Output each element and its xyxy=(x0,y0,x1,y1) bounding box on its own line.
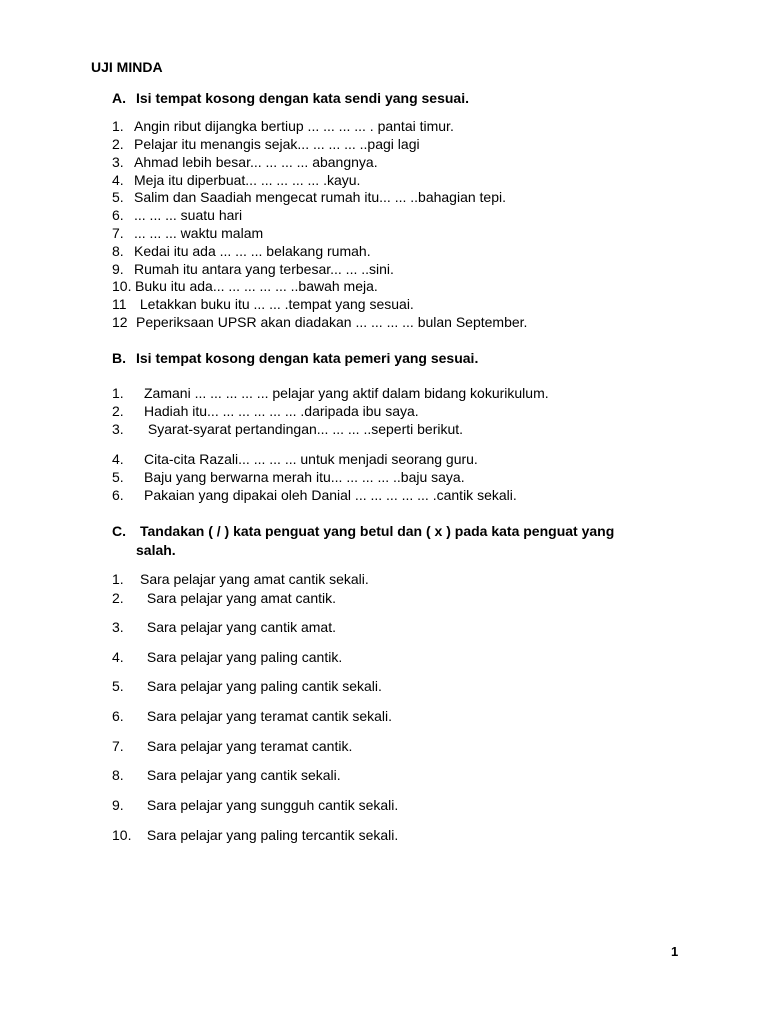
list-item: 4. Cita-cita Razali... ... ... ... untuk menjadi seorang guru. xyxy=(112,451,478,467)
list-item: 2. Hadiah itu... ... ... ... ... ... .daripada ibu saya. xyxy=(112,403,419,419)
list-item: 2. Sara pelajar yang amat cantik. xyxy=(112,590,336,606)
list-item: 3. Sara pelajar yang cantik amat. xyxy=(112,619,336,635)
list-item: 1. Angin ribut dijangka bertiup ... ... ... ... . pantai timur. xyxy=(112,118,454,134)
list-item: 6. Pakaian yang dipakai oleh Danial ... ... ... ... ... .cantik sekali. xyxy=(112,487,517,503)
list-item: 4. Sara pelajar yang paling cantik. xyxy=(112,649,343,665)
list-item: 5. Sara pelajar yang paling cantik sekali. xyxy=(112,678,382,694)
list-item: 6. ... ... ... suatu hari xyxy=(112,207,243,223)
list-item: 7. ... ... ... waktu malam xyxy=(112,225,264,241)
section-c-heading xyxy=(112,522,672,560)
section-c-heading-line2: salah. xyxy=(136,542,176,558)
list-item: 11 Letakkan buku itu ... ... .tempat yang sesuai. xyxy=(112,296,414,312)
page-title: UJI MINDA xyxy=(91,59,163,75)
list-item: 7. Sara pelajar yang teramat cantik. xyxy=(112,738,353,754)
list-item: 10. Buku itu ada... ... ... ... ... ..bawah meja. xyxy=(112,278,378,294)
list-item: 9. Sara pelajar yang sungguh cantik sekali. xyxy=(112,797,399,813)
list-item: 8. Kedai itu ada ... ... ... belakang rumah. xyxy=(112,243,371,259)
section-c-heading-line1: Tandakan ( / ) kata penguat yang betul dan ( x ) pada kata penguat yang xyxy=(140,523,615,539)
list-item: 3. Ahmad lebih besar... ... ... ... abangnya. xyxy=(112,154,378,170)
list-item: 2. Pelajar itu menangis sejak... ... ... ... ..pagi lagi xyxy=(112,136,420,152)
list-item: 12 Peperiksaan UPSR akan diadakan ... ... ... ... bulan September. xyxy=(112,314,528,330)
list-item: 1. Zamani ... ... ... ... ... pelajar yang aktif dalam bidang kokurikulum. xyxy=(112,385,549,401)
page-number: 1 xyxy=(671,944,679,959)
section-a-heading xyxy=(112,89,469,108)
section-b-heading-text: Isi tempat kosong dengan kata pemeri yang sesuai. xyxy=(136,350,479,366)
section-b-heading xyxy=(112,349,478,368)
list-item: 1. Sara pelajar yang amat cantik sekali. xyxy=(112,571,369,587)
section-c-letter: C. xyxy=(112,523,126,539)
list-item: 10. Sara pelajar yang paling tercantik sekali. xyxy=(112,827,399,843)
list-item: 9. Rumah itu antara yang terbesar... ... ..sini. xyxy=(112,261,394,277)
list-item: 4. Meja itu diperbuat... ... ... ... ... .kayu. xyxy=(112,172,361,188)
list-item: 8. Sara pelajar yang cantik sekali. xyxy=(112,767,341,783)
section-b-letter: B. xyxy=(112,350,126,366)
list-item: 6. Sara pelajar yang teramat cantik sekali. xyxy=(112,708,393,724)
section-a-heading-text: Isi tempat kosong dengan kata sendi yang sesuai. xyxy=(136,90,469,106)
list-item: 5. Baju yang berwarna merah itu... ... ... ... ..baju saya. xyxy=(112,469,465,485)
list-item: 3. Syarat-syarat pertandingan... ... ... ..seperti berikut. xyxy=(112,421,464,437)
section-a-letter: A. xyxy=(112,90,126,106)
list-item: 5. Salim dan Saadiah mengecat rumah itu... ... ..bahagian tepi. xyxy=(112,189,507,205)
